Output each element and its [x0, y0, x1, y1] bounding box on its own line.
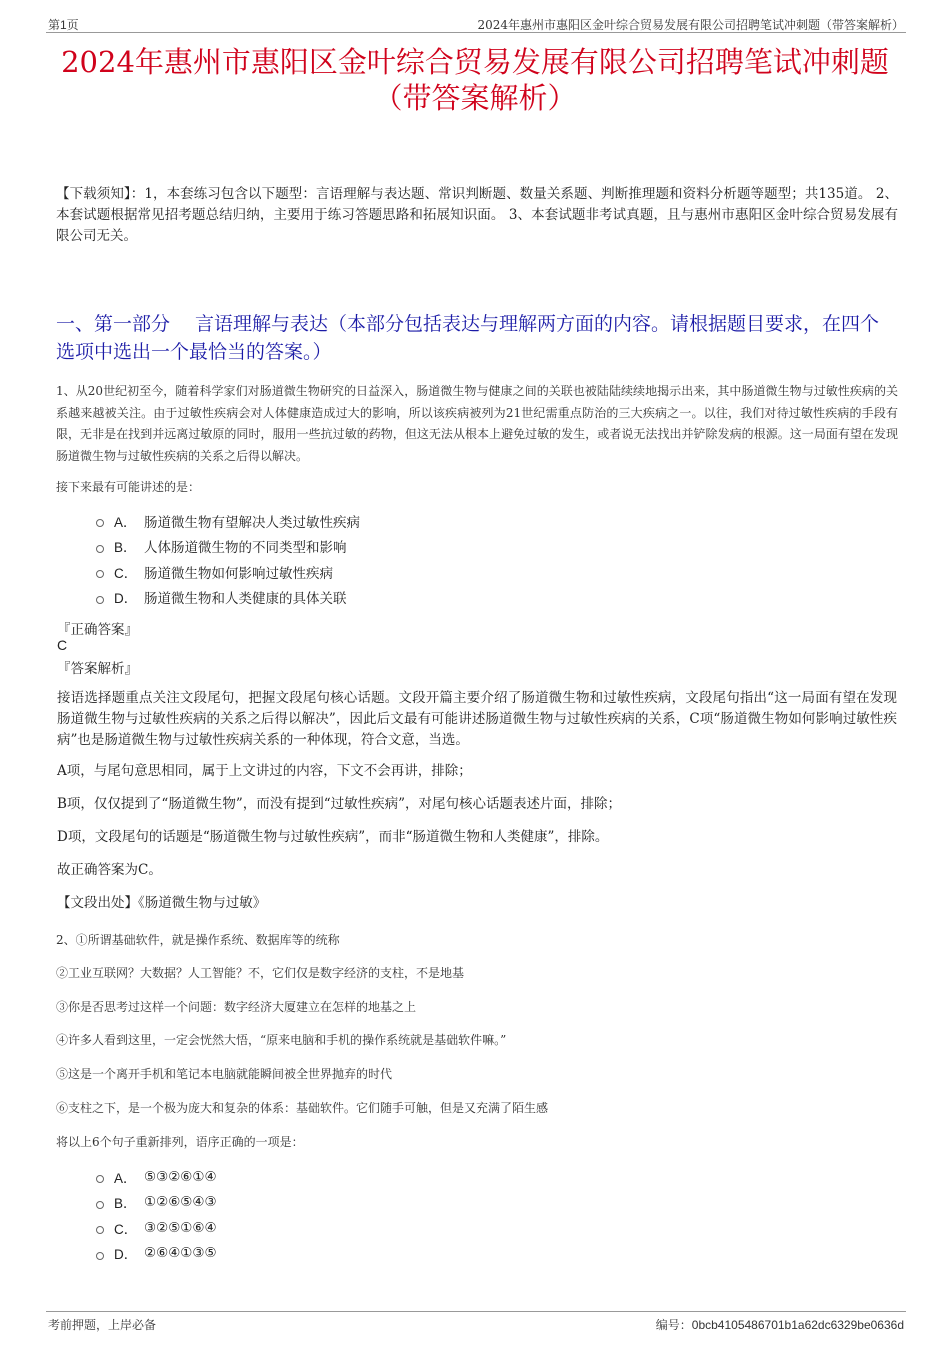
question-2-sentence: ③你是否思考过这样一个问题：数字经济大厦建立在怎样的地基之上 [56, 1000, 417, 1014]
question-2-sentence: ④许多人看到这里，一定会恍然大悟，“原来电脑和手机的操作系统就是基础软件嘛。” [56, 1033, 507, 1047]
analysis-label: 『答案解析』 [57, 661, 138, 677]
radio-icon[interactable] [96, 570, 104, 578]
option-text: ⑤③②⑥①④ [144, 1168, 217, 1185]
passage-source: 【文段出处】《肠道微生物与过敏》 [57, 895, 267, 911]
analysis-paragraph: 接语选择题重点关注文段尾句，把握文段尾句核心话题。文段开篇主要介绍了肠道微生物和过敏性疾病，文段尾句指出“这一局面有望在发现肠道微生物与过敏性疾病的关系之后得以解决”，因此后文最有可能讲述肠道微生物与过敏性疾病的关系，C项“肠道微生物如何影响过敏性疾病”也是肠道微生物与过敏性疾病关系的一种体现，符合文意，当选。 [57, 690, 897, 748]
option-text: ③②⑤①⑥④ [144, 1219, 217, 1236]
radio-icon[interactable] [96, 545, 104, 553]
question-2-sentence: ⑥支柱之下，是一个极为庞大和复杂的体系：基础软件。它们随手可触，但是又充满了陌生感 [56, 1101, 549, 1115]
option-letter: A． [114, 514, 137, 530]
question-2-option-b[interactable] [96, 1190, 217, 1216]
analysis-paragraph: 故正确答案为C。 [57, 862, 162, 878]
page-title: 2024年惠州市惠阳区金叶综合贸易发展有限公司招聘笔试冲刺题（带答案解析） [61, 45, 889, 115]
option-letter: B． [114, 1196, 137, 1212]
radio-icon[interactable] [96, 596, 104, 604]
option-text: 肠道微生物有望解决人类过敏性疾病 [144, 514, 360, 531]
analysis-paragraph: B项，仅仅提到了“肠道微生物”，而没有提到“过敏性疾病”，对尾句核心话题表述片面，排除； [57, 796, 622, 812]
option-letter: D． [114, 591, 138, 607]
option-text: 肠道微生物如何影响过敏性疾病 [144, 565, 333, 582]
document-id-label: 编号： [655, 1318, 692, 1332]
question-1-option-d[interactable] [96, 585, 360, 611]
option-letter: B． [114, 540, 137, 556]
question-1-text: 1、从20世纪初至今，随着科学家们对肠道微生物研究的日益深入，肠道微生物与健康之间的关联也被陆陆续续地揭示出来，其中肠道微生物与过敏性疾病的关系越来越被关注。由于过敏性疾病会对人体健康造成过大的影响，所以该疾病被列为21世纪需重点防治的三大疾病之一。以往，我们对待过敏性疾病的手段有限，无非是在找到并远离过敏原的同时，服用一些抗过敏的药物，但这无法从根本上避免过敏的发生，或者说无法找出并铲除发病的根源。这一局面有望在发现肠道微生物与过敏性疾病的关系之后得以解决。 [56, 384, 898, 463]
section-heading: 一、第一部分 言语理解与表达（本部分包括表达与理解两方面的内容。请根据题目要求，在四个选项中选出一个最恰当的答案。） [56, 313, 880, 363]
option-text: 肠道微生物和人类健康的具体关联 [144, 591, 347, 608]
question-1-option-b[interactable] [96, 534, 360, 560]
correct-answer: C [57, 637, 68, 653]
question-2-sentence: ②工业互联网？大数据？人工智能？不，它们仅是数字经济的支柱，不是地基 [56, 966, 465, 980]
question-1-option-a[interactable] [96, 508, 360, 534]
page-footer [46, 1311, 906, 1336]
question-1-option-c[interactable] [96, 559, 360, 585]
option-letter: C． [114, 565, 138, 581]
document-id-value: 0bcb4105486701b1a62dc6329be0636d [691, 1318, 904, 1332]
download-notice: 【下载须知】：1，本套练习包含以下题型：言语理解与表达题、常识判断题、数量关系题、判断推理题和资料分析题等题型；共135道。 2、本套试题根据常见招考题总结归纳，主要用于练习答题思路和拓展知识面。 3、本套试题非考试真题，且与惠州市惠阳区金叶综合贸易发展有限公司无关。 [56, 186, 898, 244]
analysis-paragraph: A项，与尾句意思相同，属于上文讲过的内容，下文不会再讲，排除； [57, 763, 472, 779]
option-letter: C． [114, 1221, 138, 1237]
radio-icon[interactable] [96, 1226, 104, 1234]
document-id [656, 1316, 904, 1333]
question-1-options [96, 508, 360, 610]
question-2-option-d[interactable] [96, 1241, 217, 1267]
question-2-sentence: 2、①所谓基础软件，就是操作系统、数据库等的统称 [56, 933, 340, 947]
page-number: 第1页 [48, 18, 79, 32]
question-2-prompt: 将以上6个句子重新排列，语序正确的一项是： [56, 1135, 304, 1149]
option-letter: D． [114, 1247, 138, 1263]
option-text: ②⑥④①③⑤ [144, 1245, 217, 1262]
question-2-sentence: ⑤这是一个离开手机和笔记本电脑就能瞬间被全世界抛弃的时代 [56, 1067, 393, 1081]
page-header [46, 14, 906, 33]
option-text: 人体肠道微生物的不同类型和影响 [144, 540, 347, 557]
question-2-options [96, 1164, 217, 1266]
option-text: ①②⑥⑤④③ [144, 1194, 217, 1211]
answer-label: 『正确答案』 [57, 622, 138, 638]
radio-icon[interactable] [96, 1252, 104, 1260]
analysis-paragraph: D项，文段尾句的话题是“肠道微生物与过敏性疾病”，而非“肠道微生物和人类健康”，排除。 [57, 829, 609, 845]
question-2-option-c[interactable] [96, 1215, 217, 1241]
footer-slogan: 考前押题，上岸必备 [48, 1318, 157, 1332]
option-letter: A． [114, 1170, 137, 1186]
header-doc-title: 2024年惠州市惠阳区金叶综合贸易发展有限公司招聘笔试冲刺题（带答案解析） [477, 18, 904, 32]
question-1-prompt: 接下来最有可能讲述的是： [56, 480, 201, 494]
radio-icon[interactable] [96, 519, 104, 527]
question-2-option-a[interactable] [96, 1164, 217, 1190]
radio-icon[interactable] [96, 1175, 104, 1183]
radio-icon[interactable] [96, 1201, 104, 1209]
